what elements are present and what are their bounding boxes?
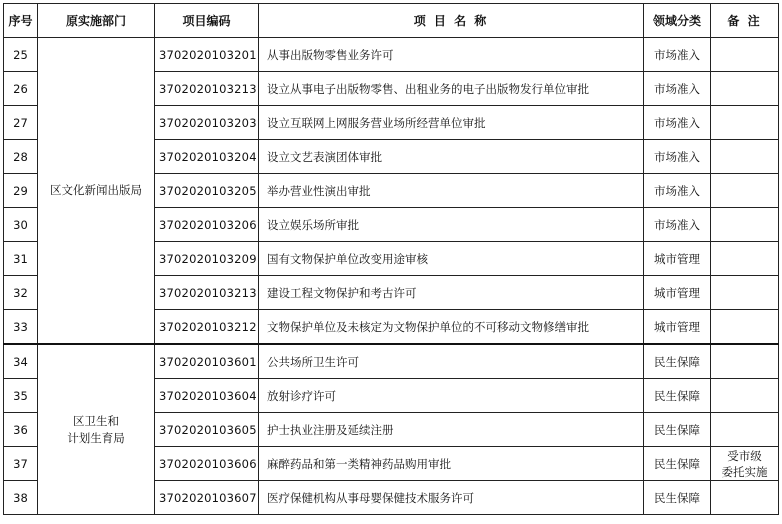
table-row <box>4 344 779 379</box>
note-cell <box>711 379 779 413</box>
note-cell <box>711 106 779 140</box>
note-cell <box>711 276 779 310</box>
code-cell: 3702020103607 <box>155 481 259 515</box>
dept-cell-health <box>38 344 155 515</box>
name-cell: 设立娱乐场所审批 <box>259 208 644 242</box>
seq-cell: 27 <box>4 106 38 140</box>
header-name: 项 目 名 称 <box>259 4 644 38</box>
approval-items-table <box>3 3 779 515</box>
note-cell <box>711 447 779 481</box>
domain-cell: 民生保障 <box>644 481 711 515</box>
domain-cell: 市场准入 <box>644 106 711 140</box>
domain-cell: 城市管理 <box>644 310 711 345</box>
domain-cell: 市场准入 <box>644 140 711 174</box>
name-cell: 国有文物保护单位改变用途审核 <box>259 242 644 276</box>
domain-cell: 城市管理 <box>644 242 711 276</box>
seq-cell: 38 <box>4 481 38 515</box>
name-cell: 建设工程文物保护和考古许可 <box>259 276 644 310</box>
note-cell <box>711 208 779 242</box>
code-cell: 3702020103206 <box>155 208 259 242</box>
code-cell: 3702020103201 <box>155 38 259 72</box>
header-code: 项目编码 <box>155 4 259 38</box>
note-cell <box>711 140 779 174</box>
code-cell: 3702020103601 <box>155 344 259 379</box>
domain-cell: 市场准入 <box>644 72 711 106</box>
seq-cell: 30 <box>4 208 38 242</box>
name-cell: 麻醉药品和第一类精神药品购用审批 <box>259 447 644 481</box>
name-cell: 举办营业性演出审批 <box>259 174 644 208</box>
code-cell: 3702020103212 <box>155 310 259 345</box>
header-row <box>4 4 779 38</box>
code-cell: 3702020103604 <box>155 379 259 413</box>
name-cell: 设立文艺表演团体审批 <box>259 140 644 174</box>
dept-line: 区卫生和 <box>73 413 119 428</box>
note-cell <box>711 344 779 379</box>
seq-cell: 35 <box>4 379 38 413</box>
name-cell: 护士执业注册及延续注册 <box>259 413 644 447</box>
header-domain: 领域分类 <box>644 4 711 38</box>
note-line: 受市级 <box>727 448 762 463</box>
note-cell <box>711 174 779 208</box>
code-cell: 3702020103203 <box>155 106 259 140</box>
domain-cell: 民生保障 <box>644 413 711 447</box>
note-cell <box>711 72 779 106</box>
seq-cell: 29 <box>4 174 38 208</box>
code-cell: 3702020103605 <box>155 413 259 447</box>
note-cell <box>711 413 779 447</box>
seq-cell: 36 <box>4 413 38 447</box>
dept-line: 计划生育局 <box>67 430 125 445</box>
domain-cell: 民生保障 <box>644 344 711 379</box>
dept-cell-culture: 区文化新闻出版局 <box>38 38 155 345</box>
seq-cell: 26 <box>4 72 38 106</box>
seq-cell: 37 <box>4 447 38 481</box>
seq-cell: 25 <box>4 38 38 72</box>
note-cell <box>711 242 779 276</box>
domain-cell: 民生保障 <box>644 447 711 481</box>
code-cell: 3702020103205 <box>155 174 259 208</box>
note-cell <box>711 310 779 345</box>
code-cell: 3702020103213 <box>155 72 259 106</box>
code-cell: 3702020103209 <box>155 242 259 276</box>
code-cell: 3702020103606 <box>155 447 259 481</box>
seq-cell: 31 <box>4 242 38 276</box>
seq-cell: 34 <box>4 344 38 379</box>
domain-cell: 民生保障 <box>644 379 711 413</box>
note-cell <box>711 481 779 515</box>
header-note: 备 注 <box>711 4 779 38</box>
name-cell: 设立从事电子出版物零售、出租业务的电子出版物发行单位审批 <box>259 72 644 106</box>
code-cell: 3702020103213 <box>155 276 259 310</box>
domain-cell: 市场准入 <box>644 208 711 242</box>
note-cell <box>711 38 779 72</box>
seq-cell: 32 <box>4 276 38 310</box>
name-cell: 放射诊疗许可 <box>259 379 644 413</box>
name-cell: 医疗保健机构从事母婴保健技术服务许可 <box>259 481 644 515</box>
table-row <box>4 38 779 72</box>
seq-cell: 33 <box>4 310 38 345</box>
domain-cell: 市场准入 <box>644 174 711 208</box>
domain-cell: 城市管理 <box>644 276 711 310</box>
header-dept: 原实施部门 <box>38 4 155 38</box>
name-cell: 设立互联网上网服务营业场所经营单位审批 <box>259 106 644 140</box>
seq-cell: 28 <box>4 140 38 174</box>
code-cell: 3702020103204 <box>155 140 259 174</box>
name-cell: 文物保护单位及未核定为文物保护单位的不可移动文物修缮审批 <box>259 310 644 345</box>
note-line: 委托实施 <box>721 464 768 479</box>
header-seq: 序号 <box>4 4 38 38</box>
name-cell: 公共场所卫生许可 <box>259 344 644 379</box>
domain-cell: 市场准入 <box>644 38 711 72</box>
name-cell: 从事出版物零售业务许可 <box>259 38 644 72</box>
